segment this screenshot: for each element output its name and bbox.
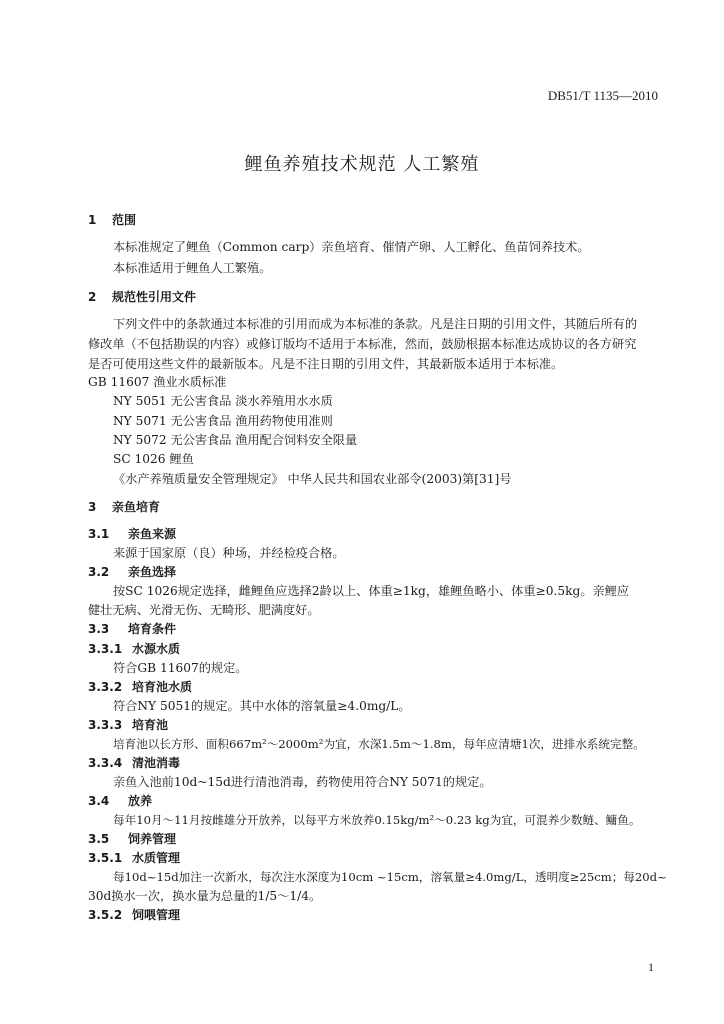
subsection-heading [88, 717, 168, 733]
subsection-heading [88, 755, 180, 771]
section-title: 水质管理 [132, 851, 181, 865]
reference-item: 《水产养殖质量安全管理规定》 中华人民共和国农业部令(2003)第[31]号 [113, 472, 512, 486]
section-title: 培育池水质 [132, 680, 193, 694]
section-title: 培育条件 [128, 622, 177, 636]
paragraph: 30d换水一次，换水量为总量的1/5～1/4。 [88, 889, 322, 903]
section-number: 3.3 [88, 622, 110, 636]
section-title: 范围 [112, 213, 137, 227]
section-number: 3.5.1 [88, 851, 123, 865]
section-title: 水源水质 [132, 642, 181, 656]
paragraph: 健壮无病、光滑无伤、无畸形、肥满度好。 [88, 603, 320, 617]
subsection-heading [88, 679, 192, 695]
section-1-heading [88, 212, 136, 228]
section-title: 饲养管理 [128, 832, 177, 846]
section-number: 3.3.1 [88, 642, 123, 656]
reference-item: NY 5072 无公害食品 渔用配合饲料安全限量 [113, 433, 358, 447]
paragraph: 本标准规定了鲤鱼（Common carp）亲鱼培育、催情产卵、人工孵化、鱼苗饲养技术。 [113, 240, 590, 254]
subsection-heading [88, 850, 180, 866]
paragraph: 按SC 1026规定选择，雌鲤鱼应选择2龄以上、体重≥1kg，雄鲤鱼略小、体重≥0.5kg。亲鲤应 [113, 584, 630, 598]
paragraph: 符合NY 5051的规定。其中水体的溶氧量≥4.0mg/L。 [113, 699, 411, 713]
page-number: 1 [648, 960, 654, 974]
reference-item: NY 5071 无公害食品 渔用药物使用准则 [113, 414, 333, 428]
section-number: 3.3.4 [88, 756, 123, 770]
subsection-heading [88, 564, 176, 580]
section-title: 饲喂管理 [132, 908, 181, 922]
section-number: 3.5.2 [88, 908, 123, 922]
paragraph: 符合GB 11607的规定。 [113, 661, 248, 675]
paragraph: 亲鱼入池前10d~15d进行清池消毒，药物使用符合NY 5071的规定。 [113, 775, 492, 789]
section-number: 3 [88, 500, 97, 514]
section-title: 规范性引用文件 [112, 290, 197, 304]
document-title: 鲤鱼养殖技术规范 人工繁殖 [244, 154, 480, 175]
reference-item: GB 11607 渔业水质标准 [88, 375, 227, 389]
paragraph: 修改单（不包括勘误的内容）或修订版均不适用于本标准，然而，鼓励根据本标准达成协议的各方研究 [88, 337, 637, 351]
section-number: 3.1 [88, 527, 110, 541]
section-number: 2 [88, 290, 97, 304]
section-title: 亲鱼来源 [128, 527, 177, 541]
subsection-heading [88, 526, 176, 542]
paragraph: 每年10月～11月按雌雄分开放养，以每平方米放养0.15kg/m²～0.23 kg为宜，可混养少数鲢、鳙鱼。 [113, 813, 641, 827]
paragraph: 是否可使用这些文件的最新版本。凡是不注日期的引用文件，其最新版本适用于本标准。 [88, 357, 564, 371]
subsection-heading [88, 907, 180, 923]
section-title: 清池消毒 [132, 756, 181, 770]
paragraph: 每10d~15d加注一次新水，每次注水深度为10cm ~15cm，溶氧量≥4.0mg/L，透明度≥25cm；每20d~ [113, 870, 667, 884]
reference-item: NY 5051 无公害食品 淡水养殖用水水质 [113, 394, 333, 408]
section-title: 培育池 [132, 718, 169, 732]
paragraph: 本标准适用于鲤鱼人工繁殖。 [113, 261, 272, 275]
subsection-heading [88, 793, 152, 809]
subsection-heading [88, 621, 176, 637]
section-3-heading [88, 499, 160, 515]
section-number: 3.2 [88, 565, 110, 579]
section-number: 3.5 [88, 832, 110, 846]
paragraph: 来源于国家原（良）种场，并经检疫合格。 [113, 546, 345, 560]
section-number: 3.3.2 [88, 680, 123, 694]
section-title: 亲鱼培育 [112, 500, 161, 514]
paragraph: 培育池以长方形、面积667m²～2000m²为宜，水深1.5m～1.8m，每年应清塘1次，进排水系统完整。 [113, 737, 645, 751]
subsection-heading [88, 831, 176, 847]
section-number: 1 [88, 213, 97, 227]
section-title: 放养 [128, 794, 153, 808]
reference-item: SC 1026 鲤鱼 [113, 452, 194, 466]
section-number: 3.3.3 [88, 718, 123, 732]
section-number: 3.4 [88, 794, 110, 808]
section-2-heading [88, 289, 196, 305]
paragraph: 下列文件中的条款通过本标准的引用而成为本标准的条款。凡是注日期的引用文件，其随后所有的 [113, 317, 638, 331]
standard-code: DB51/T 1135—2010 [547, 88, 658, 103]
subsection-heading [88, 641, 180, 657]
section-title: 亲鱼选择 [128, 565, 177, 579]
